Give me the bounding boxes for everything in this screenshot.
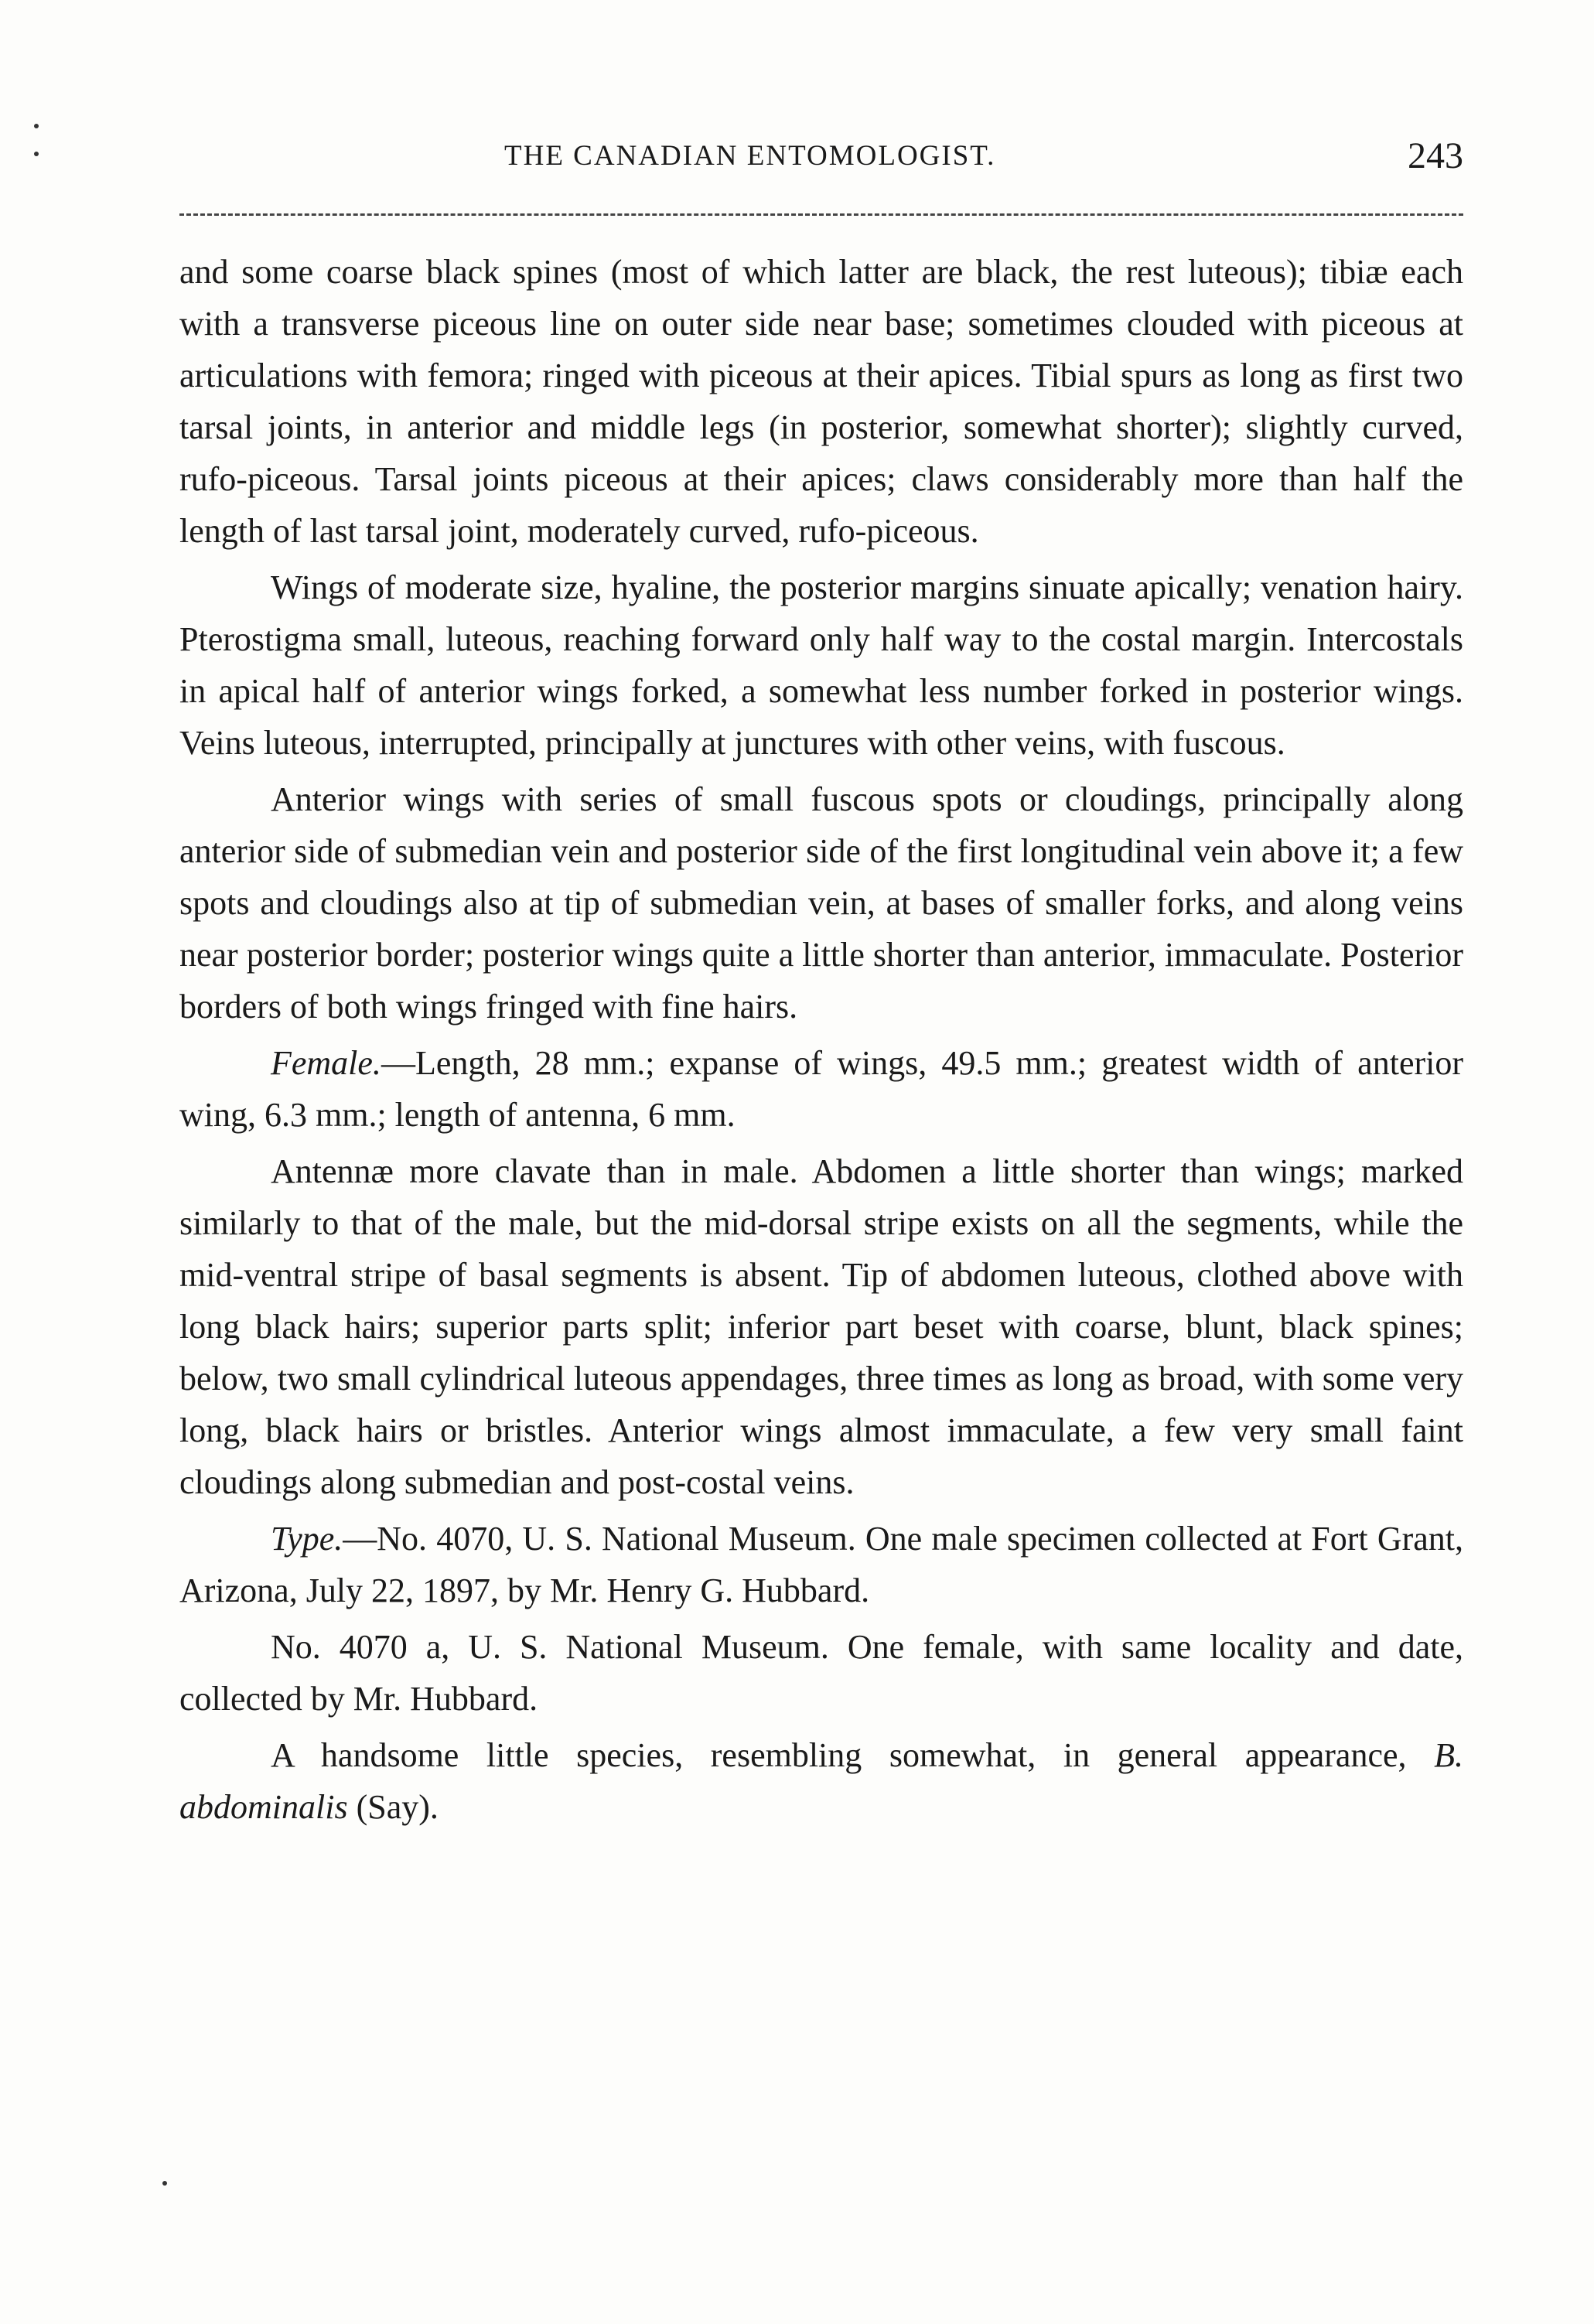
paragraph-text: Anterior wings with series of small fuscous spots or cloudings, principally along anterior side of submedian vein and posterior side of the first longitudinal vein above it; a few spots and cloudings also at tip of submedian vein, at bases of smaller forks, and along veins near posterior border; posterior wings quite a little shorter than anterior, immaculate. Posterior borders of both wings fringed with fine hairs. (179, 780, 1463, 1025)
paragraph-text: and some coarse black spines (most of which latter are black, the rest luteous); tibiæ each with a transverse piceous line on outer side near base; sometimes clouded with piceous at articulations with femora; ringed with piceous at their apices. Tibial spurs as long as first two tarsal joints, in anterior and middle legs (in posterior, somewhat shorter); slightly curved, rufo-piceous. Tarsal joints piceous at their apices; claws considerably more than half the length of last tarsal joint, moderately curved, rufo-piceous. (179, 253, 1463, 550)
journal-title: THE CANADIAN ENTOMOLOGIST. (504, 140, 996, 172)
margin-speck (34, 124, 39, 128)
female-heading: Female. (271, 1044, 381, 1082)
paragraph-antennae (179, 1145, 1463, 1508)
paragraph-text: No. 4070 a, U. S. National Museum. One female, with same locality and date, collected by Mr. Hubbard. (179, 1628, 1463, 1718)
paragraph-text: —No. 4070, U. S. National Museum. One male specimen collected at Fort Grant, Arizona, July 22, 1897, by Mr. Henry G. Hubbard. (179, 1520, 1463, 1609)
paragraph-remarks (179, 1729, 1463, 1833)
page-number: 243 (1408, 135, 1463, 176)
paragraph-female-specimen (179, 1621, 1463, 1725)
margin-speck (34, 152, 39, 156)
type-heading: Type. (271, 1520, 343, 1558)
species-name: B. abdominalis (179, 1736, 1463, 1826)
running-header (179, 135, 1463, 186)
paragraph-type (179, 1513, 1463, 1616)
paragraph-text: Antennæ more clavate than in male. Abdomen a little shorter than wings; marked similarly to that of the male, but the mid-dorsal stripe exists on all the segments, while the mid-ventral stripe of basal segments is absent. Tip of abdomen luteous, clothed above with long black hairs; superior parts split; inferior part beset with coarse, blunt, black spines; below, two small cylindrical luteous appendages, three times as long as broad, with some very long, black hairs or bristles. Anterior wings almost immaculate, a few very small faint cloudings along submedian and post-costal veins. (179, 1152, 1463, 1501)
paragraph-text: A handsome little species, resembling somewhat, in general appearance, (271, 1736, 1435, 1774)
page-body (179, 246, 1463, 1838)
margin-speck (162, 2181, 167, 2186)
paragraph-text: Wings of moderate size, hyaline, the posterior margins sinuate apically; venation hairy. Pterostigma small, luteous, reaching forward only half way to the costal margin. Intercostals in apical half of anterior wings forked, a somewhat less number forked in posterior wings. Veins luteous, interrupted, principally at junctures with other veins, with fuscous. (179, 568, 1463, 762)
paragraph-anterior-wings (179, 773, 1463, 1032)
paragraph-wings (179, 561, 1463, 769)
paragraph-text: (Say). (347, 1788, 439, 1826)
header-rule (179, 213, 1463, 216)
paragraph-text: —Length, 28 mm.; expanse of wings, 49.5 mm.; greatest width of anterior wing, 6.3 mm.; length of antenna, 6 mm. (179, 1044, 1463, 1134)
paragraph-legs (179, 246, 1463, 557)
paragraph-female (179, 1037, 1463, 1141)
